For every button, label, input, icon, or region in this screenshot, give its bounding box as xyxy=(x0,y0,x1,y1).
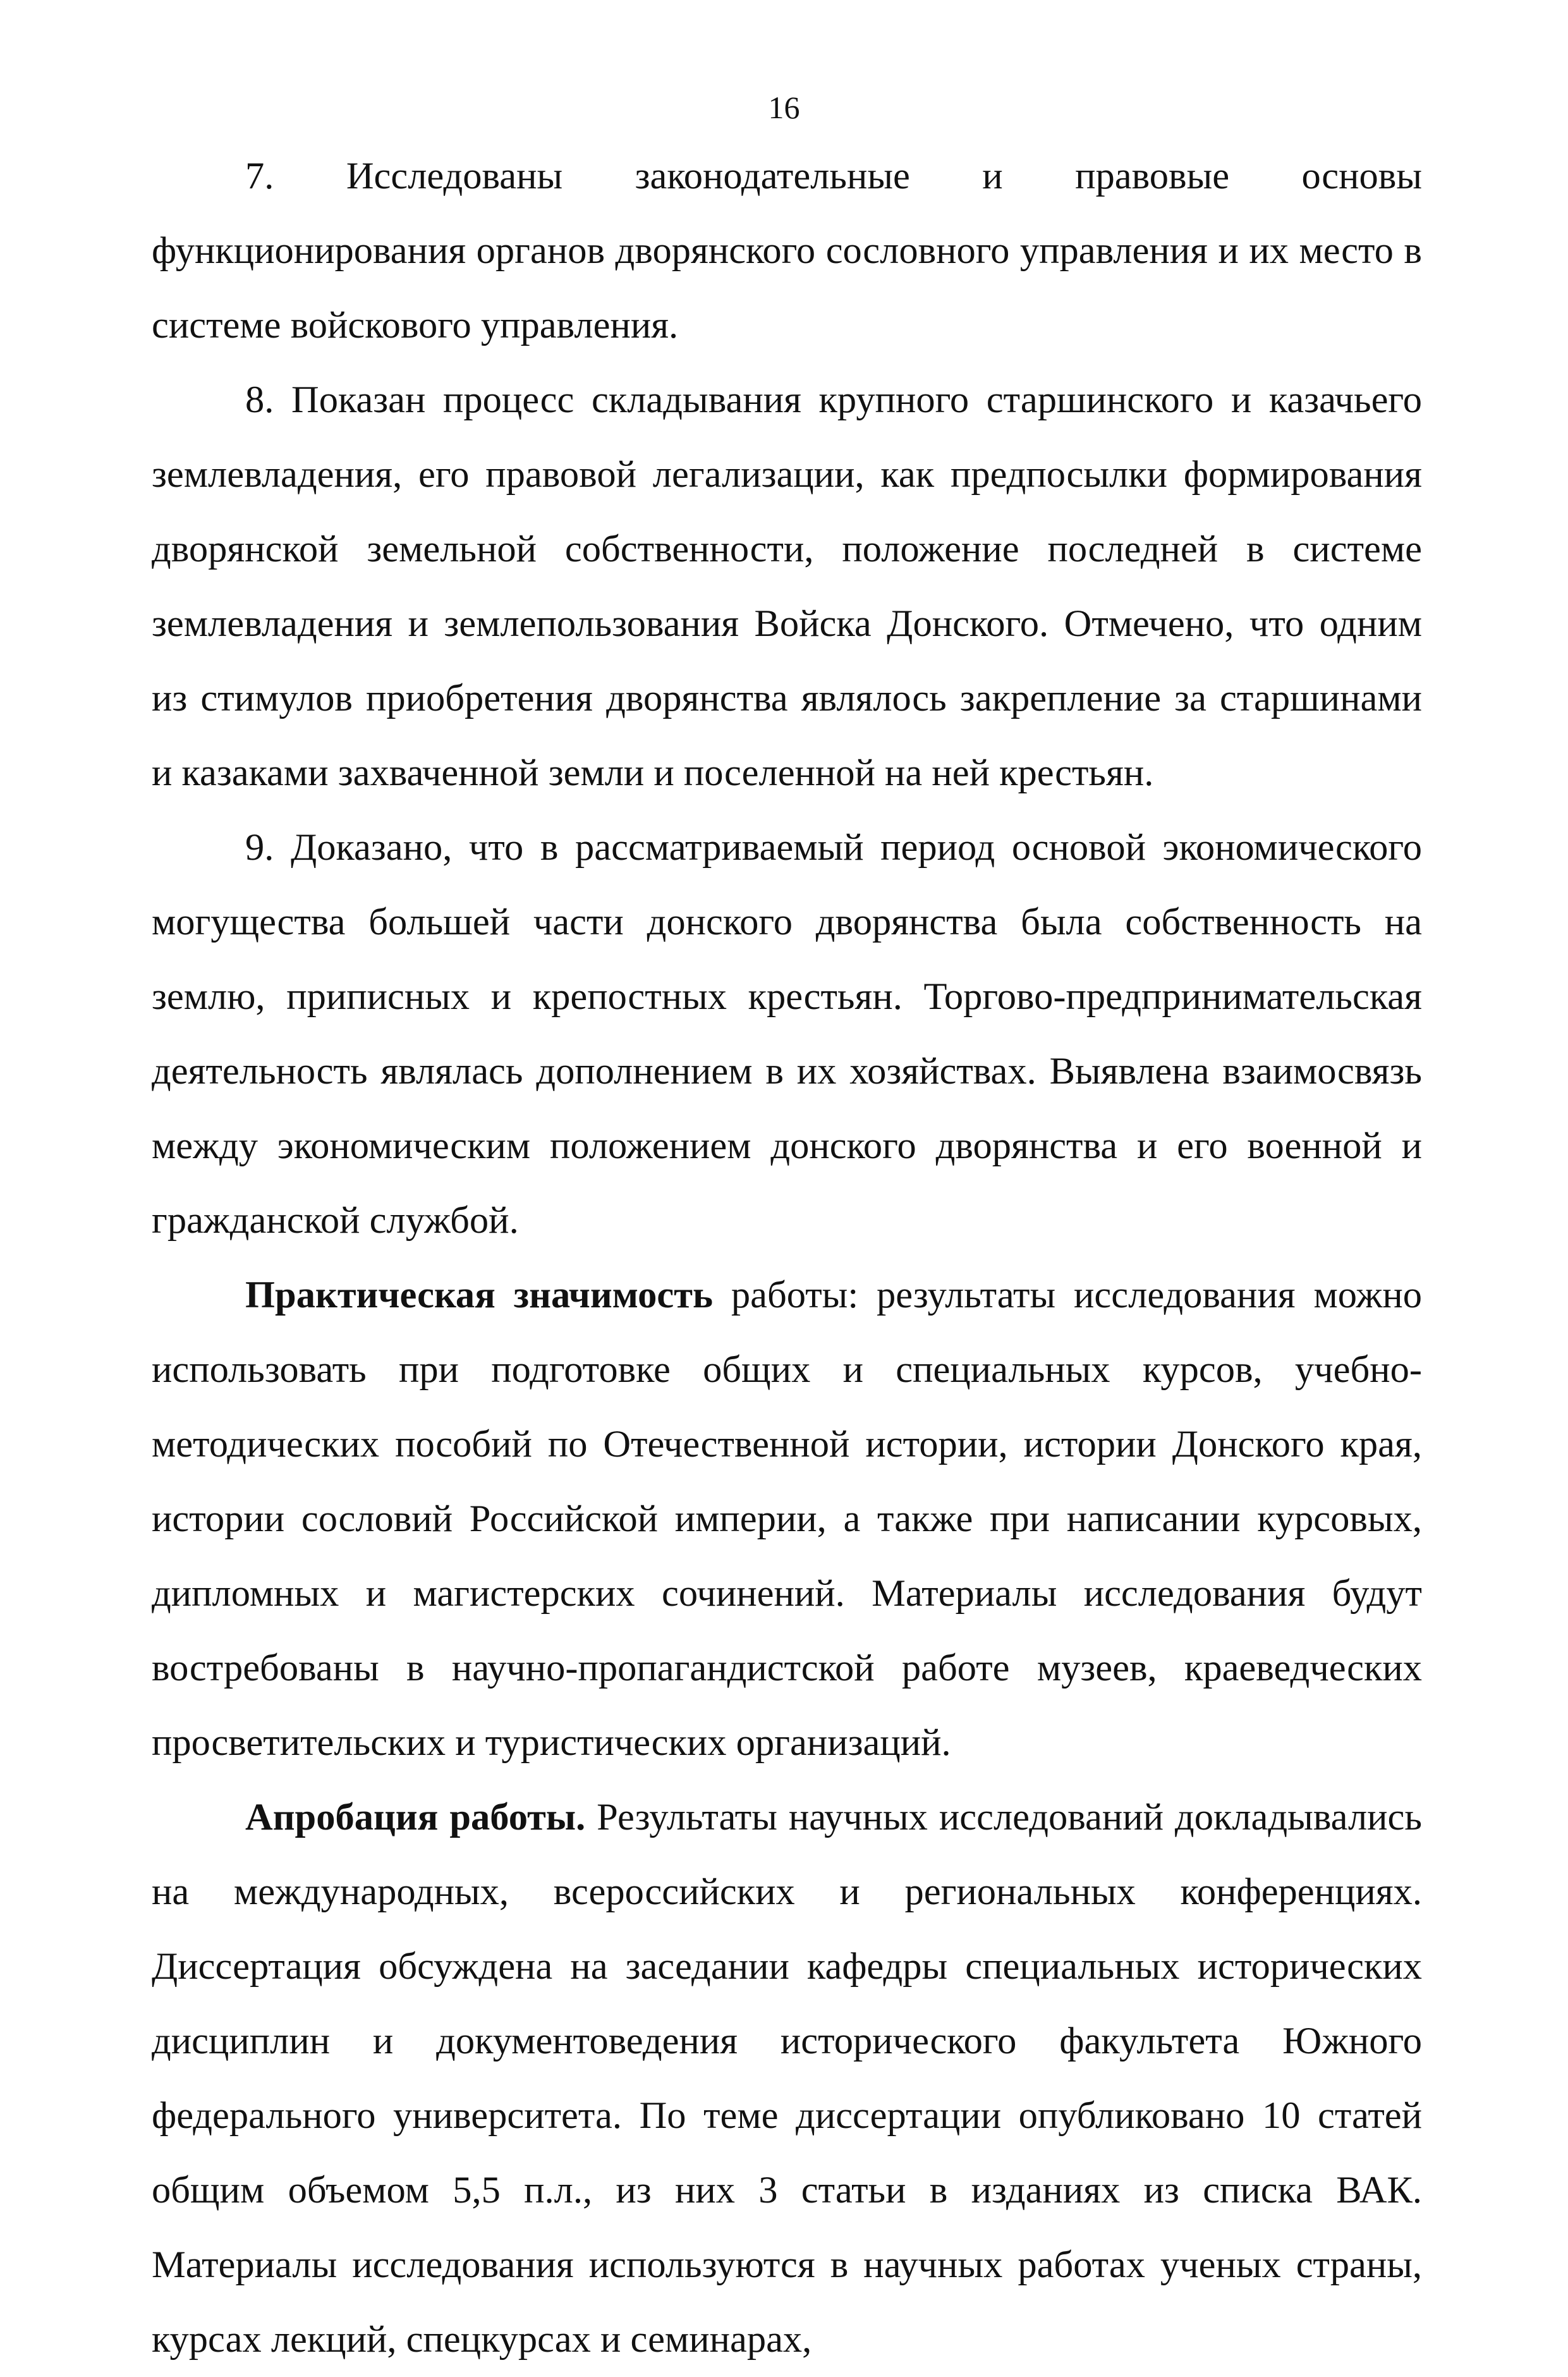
paragraph-practical-significance xyxy=(152,1258,1422,1780)
paragraph-text: работы: результаты исследования можно использовать при подготовке общих и специальных курсов, учебно-методических пособий по Отечественной истории, истории Донского края, истории сословий Российской империи, а также при написании курсовых, дипломных и магистерских сочинений. Материалы исследования будут востребованы в научно-пропагандистской работе музеев, краеведческих просветительских и туристических организаций. xyxy=(152,1274,1422,1764)
paragraph-item-8 xyxy=(152,363,1422,810)
paragraph-heading: Практическая значимость xyxy=(245,1274,713,1316)
paragraph-approbation xyxy=(152,1780,1422,2377)
paragraph-text: 7. Исследованы законодательные и правовые основы функционирования органов дворянского сословного управления и их место в системе войскового управления. xyxy=(152,155,1422,346)
paragraph-text: 9. Доказано, что в рассматриваемый период основой экономического могущества большей части донского дворянства была собственность на землю, приписных и крепостных крестьян. Торгово-предпринимательская деятельность являлась дополнением в их хозяйствах. Выявлена взаимосвязь между экономическим положением донского дворянства и его военной и гражданской службой. xyxy=(152,826,1422,1242)
paragraph-item-7 xyxy=(152,139,1422,363)
paragraph-text: Результаты научных исследований докладывались на международных, всероссийских и региональных конференциях. Диссертация обсуждена на заседании кафедры специальных исторических дисциплин и документоведения исторического факультета Южного федерального университета. По теме диссертации опубликовано 10 статей общим объемом 5,5 п.л., из них 3 статьи в изданиях из списка ВАК. Материалы исследования используются в научных работах ученых страны, курсах лекций, спецкурсах и семинарах, xyxy=(152,1796,1422,2361)
paragraph-heading: Апробация работы. xyxy=(245,1796,586,1838)
paragraph-item-9 xyxy=(152,810,1422,1258)
body-text xyxy=(152,139,1422,2377)
page-number: 16 xyxy=(768,90,800,125)
paragraph-text: 8. Показан процесс складывания крупного старшинского и казачьего землевладения, его правовой легализации, как предпосылки формирования дворянской земельной собственности, положение последней в системе землевладения и землепользования Войска Донского. Отмечено, что одним из стимулов приобретения дворянства являлось закрепление за старшинами и казаками захваченной земли и поселенной на ней крестьян. xyxy=(152,379,1422,794)
